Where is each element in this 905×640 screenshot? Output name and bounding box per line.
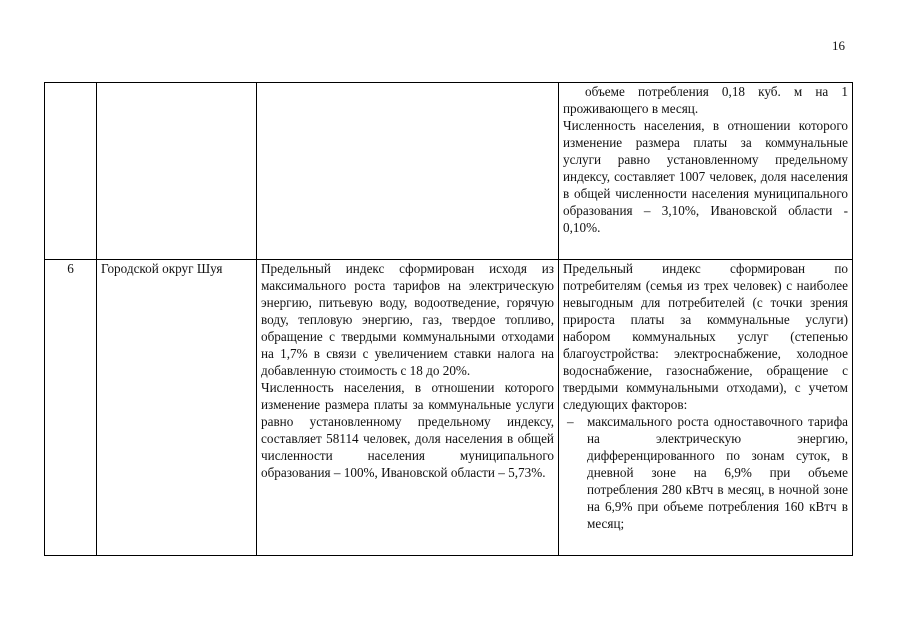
municipality-name-cell [97, 83, 257, 260]
index-basis-cell [257, 260, 559, 556]
row-number-cell [45, 83, 97, 260]
index-table [44, 82, 853, 556]
population-paragraph: Численность населения, в отношении которого изменение размера платы за коммунальные услуги равно установленному предельному индексу, составляет 1007 человек, доля населения в общей численности населения муниципального образования – 3,10%, Ивановской области - 0,10%. [563, 118, 848, 235]
table-row [45, 83, 853, 260]
consumer-paragraph: Предельный индекс сформирован по потребителям (семья из трех человек) с наиболее невыгодным для потребителей (с точки зрения прироста платы за коммунальные услуги) набором коммунальных услуг (степенью благоустройства: электроснабжение, холодное водоснабжение, газоснабжение, обращение с твердыми коммунальными отходами), с учетом следующих факторов: [563, 261, 848, 412]
factor-list [563, 413, 848, 532]
consumer-basis-cell [559, 83, 853, 260]
tariff-growth-paragraph: Предельный индекс сформирован исходя из максимального роста тарифов на электрическую энергию, питьевую воду, водоотведение, горячую воду, тепловую энергию, газ, твердое топливо, обращение с твердыми коммунальными отходами на 1,7% в связи с увеличением ставки налога на добавленную стоимость с 18 до 20%. [261, 261, 554, 378]
row-number-cell: 6 [45, 260, 97, 556]
municipality-name-cell: Городской округ Шуя [97, 260, 257, 556]
list-item: – максимального роста одноставочного тарифа на электрическую энергию, дифференцированного по зонам суток, в дневной зоне на 6,9% при объеме потребления 280 кВтч в месяц, в ночной зоне на 6,9% при объеме потребления 160 кВтч в месяц; [563, 413, 848, 532]
page-number: 16 [832, 38, 845, 53]
consumer-paragraph: объеме потребления 0,18 куб. м на 1 проживающего в месяц. [563, 84, 848, 116]
population-paragraph: Численность населения, в отношении которого изменение размера платы за коммунальные услуги равно установленному предельному индексу, составляет 58114 человек, доля населения в общей численности населения муниципального образования – 100%, Ивановской области – 5,73%. [261, 380, 554, 480]
consumer-basis-cell [559, 260, 853, 556]
table-row [45, 260, 853, 556]
index-basis-cell [257, 83, 559, 260]
